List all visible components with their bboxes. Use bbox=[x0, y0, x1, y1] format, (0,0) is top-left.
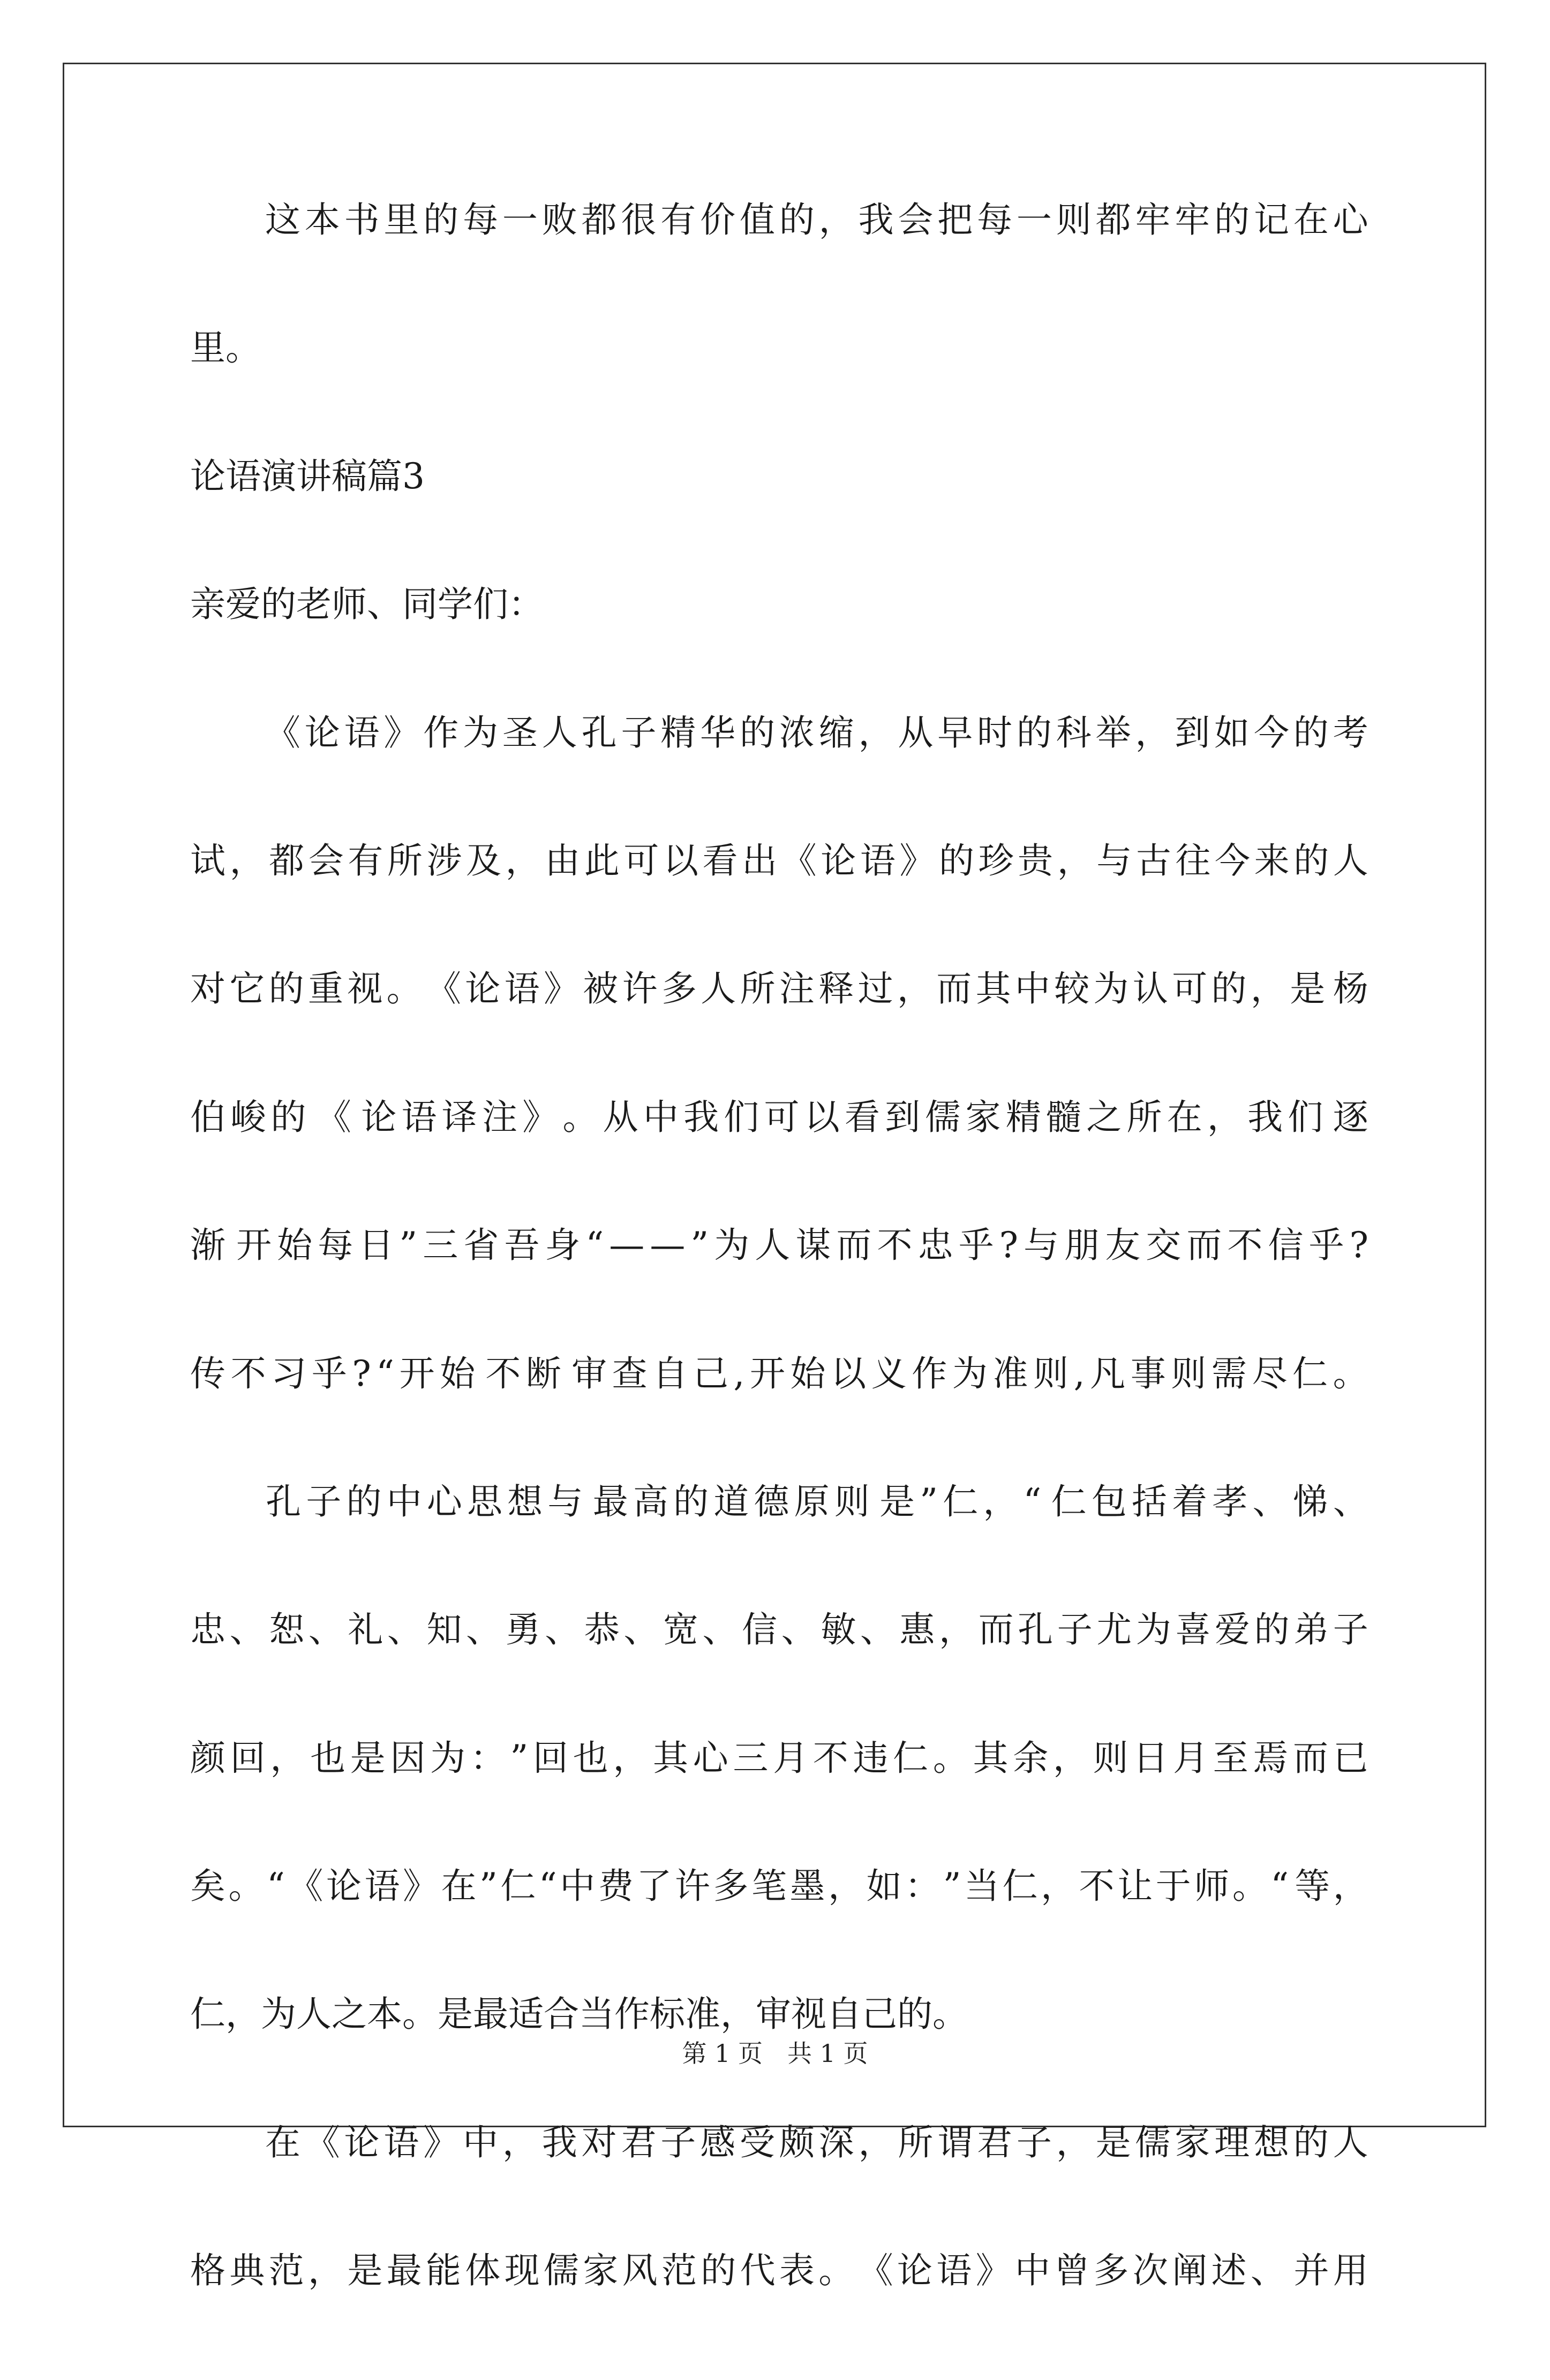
text-line: 伯 峻 的 《 论 语 译 注 》 。 从 中 我 们 可 以 看 到 儒 家 精 髓 之 所 在 ， 我 们 逐 bbox=[190, 1096, 1368, 1138]
text-line: 仁 ， 为 人 之 本 。 是 最 适 合 当 作 标 准 ， 审 视 自 己 的 。 bbox=[190, 1993, 968, 2035]
text-line: 矣 。 “ 《 论 语 》 在 ” 仁 “ 中 费 了 许 多 笔 墨 ， 如 ： ” 当 仁 ， 不 让 于 师 。 “ 等 ， bbox=[190, 1865, 1368, 1907]
text-line: 忠 、 恕 、 礼 、 知 、 勇 、 恭 、 宽 、 信 、 敏 、 惠 ， 而 孔 子 尤 为 喜 爱 的 弟 子 bbox=[190, 1609, 1368, 1651]
text-line: 亲 爱 的 老 师 、 同 学 们 ： bbox=[190, 584, 544, 625]
text-line: 颜 回 ， 也 是 因 为 ： ” 回 也 ， 其 心 三 月 不 违 仁 。 其 余 ， 则 日 月 至 焉 而 已 bbox=[190, 1737, 1368, 1779]
text-line: 孔 子 的 中 心 思 想 与 最 高 的 道 德 原 则 是 ” 仁 ， “ 仁 包 括 着 孝 、 悌 、 bbox=[266, 1480, 1368, 1522]
text-line: 论 语 演 讲 稿 篇 3 bbox=[190, 455, 425, 497]
text-line: 格 典 范 ， 是 最 能 体 现 儒 家 风 范 的 代 表 。 《 论 语 》 中 曾 多 次 阐 述 、 并 用 bbox=[190, 2250, 1368, 2292]
text-line: 渐 开 始 每 日 ” 三 省 吾 身 “ — — ” 为 人 谋 而 不 忠 乎 ? 与 朋 友 交 而 不 信 乎 ? bbox=[190, 1225, 1368, 1266]
text-line: 在 《 论 语 》 中 ， 我 对 君 子 感 受 颇 深 ， 所 谓 君 子 ， 是 儒 家 理 想 的 人 bbox=[265, 2121, 1368, 2163]
text-line: 里 。 bbox=[190, 327, 261, 369]
text-line: 这 本 书 里 的 每 一 败 都 很 有 价 值 的 ， 我 会 把 每 一 则 都 牢 牢 的 记 在 心 bbox=[265, 199, 1368, 240]
text-line: 对 它 的 重 视 。 《 论 语 》 被 许 多 人 所 注 释 过 ， 而 其 中 较 为 认 可 的 ， 是 杨 bbox=[190, 968, 1368, 1010]
text-line: 试 ， 都 会 有 所 涉 及 ， 由 此 可 以 看 出 《 论 语 》 的 珍 贵 ， 与 古 往 今 来 的 人 bbox=[190, 840, 1368, 881]
page-footer: 第 1 页 共 1 页 bbox=[682, 2039, 868, 2068]
text-line: 传 不 习 乎 ? “ 开 始 不 断 审 查 自 己 , 开 始 以 义 作 为 准 则 , 凡 事 则 需 尽 仁 。 bbox=[190, 1353, 1368, 1394]
text-line: 《 论 语 》 作 为 圣 人 孔 子 精 华 的 浓 缩 ， 从 早 时 的 科 举 ， 到 如 今 的 考 bbox=[265, 712, 1368, 753]
